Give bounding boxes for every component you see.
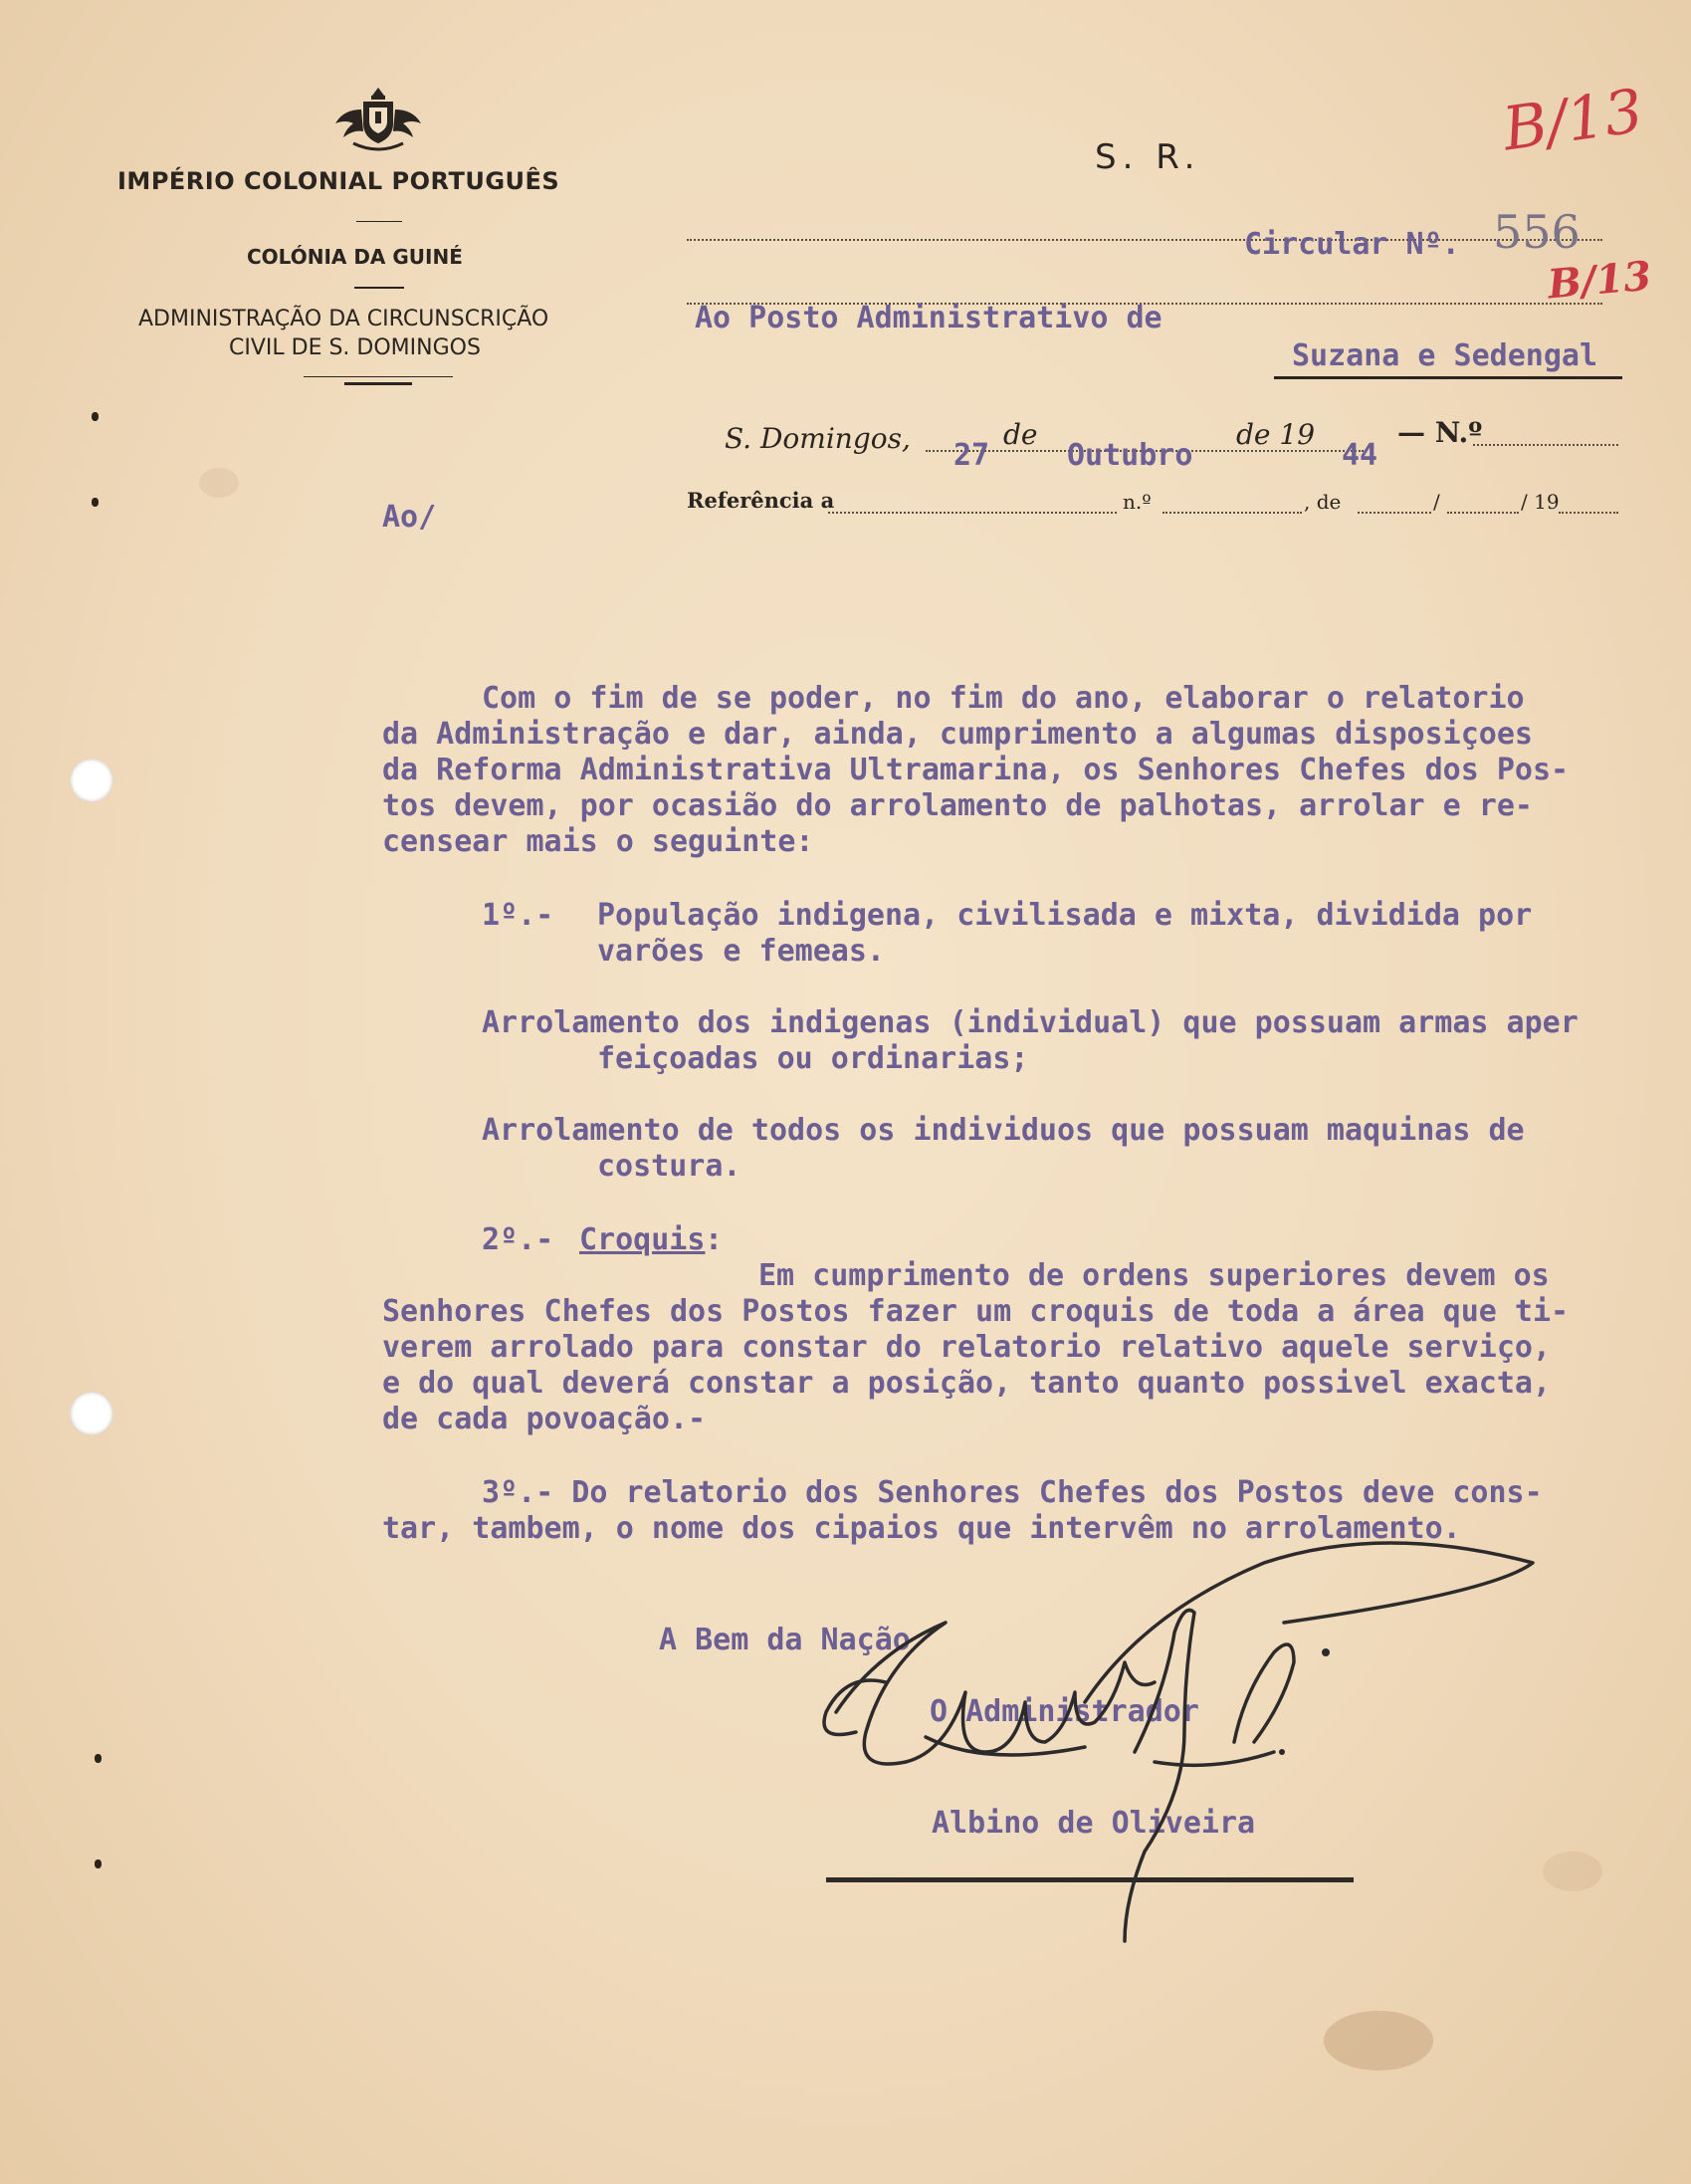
item-line: feiçoadas ou ordinarias;	[597, 1041, 1029, 1076]
signer-title: O Administrador	[930, 1694, 1199, 1729]
reference-label: Referência a	[687, 488, 835, 513]
divider	[344, 382, 412, 385]
circular-number: 556	[1493, 205, 1581, 259]
punch-hole	[70, 1392, 113, 1435]
item-title: Croquis	[579, 1222, 706, 1257]
ink-dot	[92, 412, 99, 421]
item-line: varões e femeas.	[597, 934, 885, 969]
underline	[1274, 376, 1622, 379]
body-line: da Reforma Administrativa Ultramarina, os Senhores Chefes dos Pos-	[382, 753, 1570, 787]
handwritten-signature-icon	[776, 1583, 1553, 2001]
item-line: População indigena, civilisada e mixta, dividida por	[597, 898, 1533, 933]
body-line: censear mais o seguinte:	[382, 824, 814, 859]
date-month: Outubro	[1067, 438, 1193, 473]
letterhead-empire: IMPÉRIO COLONIAL PORTUGUÊS	[117, 167, 560, 195]
reference-year-label: / 19	[1521, 490, 1560, 514]
item-number: 2º.-	[482, 1222, 554, 1257]
archive-annotation-circled: B/13	[1546, 252, 1653, 309]
date-place: S. Domingos,	[725, 422, 911, 455]
body-line: da Administração e dar, ainda, cumprimento a algumas disposiçoes	[382, 717, 1533, 752]
number-label: — N.º	[1397, 416, 1483, 449]
letterhead-circumscription: CIVIL DE S. DOMINGOS	[229, 335, 481, 360]
punch-hole	[70, 759, 113, 802]
item-line: e do qual deverá constar a posição, tanto quanto possivel exacta,	[382, 1366, 1551, 1401]
date-de-1: de	[1003, 418, 1038, 451]
dotted-line	[828, 512, 1117, 514]
item-number: 1º.-	[482, 898, 554, 933]
dotted-line	[687, 239, 1602, 241]
stain	[199, 468, 239, 498]
salutation: Ao/	[382, 500, 437, 535]
body-line: Com o fim de se poder, no fim do ano, elaborar o relatorio	[482, 681, 1525, 716]
item-line: 3º.- Do relatorio dos Senhores Chefes dos Postos deve cons-	[482, 1475, 1543, 1510]
ink-dot	[92, 498, 99, 507]
addressee-line: Ao Posto Administrativo de	[695, 301, 1163, 335]
dotted-line	[1163, 512, 1302, 514]
addressee-place: Suzana e Sedengal	[1292, 338, 1598, 373]
date-day: 27	[953, 438, 990, 473]
dotted-line	[1358, 512, 1431, 514]
letterhead-administration: ADMINISTRAÇÃO DA CIRCUNSCRIÇÃO	[138, 307, 549, 331]
item-line: de cada povoação.-	[382, 1402, 707, 1436]
ink-dot	[95, 1754, 102, 1763]
item-title-colon: :	[705, 1222, 724, 1257]
dotted-line	[1473, 444, 1618, 446]
stain	[1324, 2011, 1433, 2071]
coat-of-arms-icon	[333, 84, 423, 155]
dotted-line	[1559, 512, 1618, 514]
closing-greeting: A Bem da Nação	[659, 1623, 911, 1657]
reference-slash: /	[1433, 490, 1440, 514]
item-line: Arrolamento de todos os individuos que possuam maquinas de	[482, 1113, 1525, 1148]
item-line: Senhores Chefes dos Postos fazer um croquis de toda a área que ti-	[382, 1294, 1570, 1329]
ink-dot	[95, 1859, 102, 1868]
dotted-line	[1447, 512, 1519, 514]
body-line: tos devem, por ocasião do arrolamento de palhotas, arrolar e re-	[382, 788, 1533, 823]
signer-name: Albino de Oliveira	[932, 1806, 1256, 1841]
item-line: tar, tambem, o nome dos cipaios que intervêm no arrolamento.	[382, 1511, 1461, 1546]
divider	[354, 287, 404, 289]
item-line: Arrolamento dos indigenas (individual) que possuam armas aper	[482, 1005, 1579, 1040]
divider	[304, 376, 453, 377]
item-line: costura.	[597, 1149, 741, 1184]
archive-annotation: B/13	[1498, 76, 1647, 165]
date-de-2: de 19	[1236, 418, 1316, 451]
letterhead-colony: COLÓNIA DA GUINÉ	[247, 245, 463, 269]
reference-de-label: , de	[1304, 490, 1342, 514]
reference-number-label: n.º	[1123, 490, 1152, 514]
item-line: verem arrolado para constar do relatorio relativo aquele serviço,	[382, 1330, 1551, 1365]
date-year: 44	[1342, 438, 1378, 473]
divider	[356, 221, 402, 222]
circular-label: Circular Nº.	[1244, 227, 1460, 262]
sr-mark: S. R.	[1095, 137, 1201, 177]
item-line: Em cumprimento de ordens superiores devem os	[758, 1258, 1550, 1293]
